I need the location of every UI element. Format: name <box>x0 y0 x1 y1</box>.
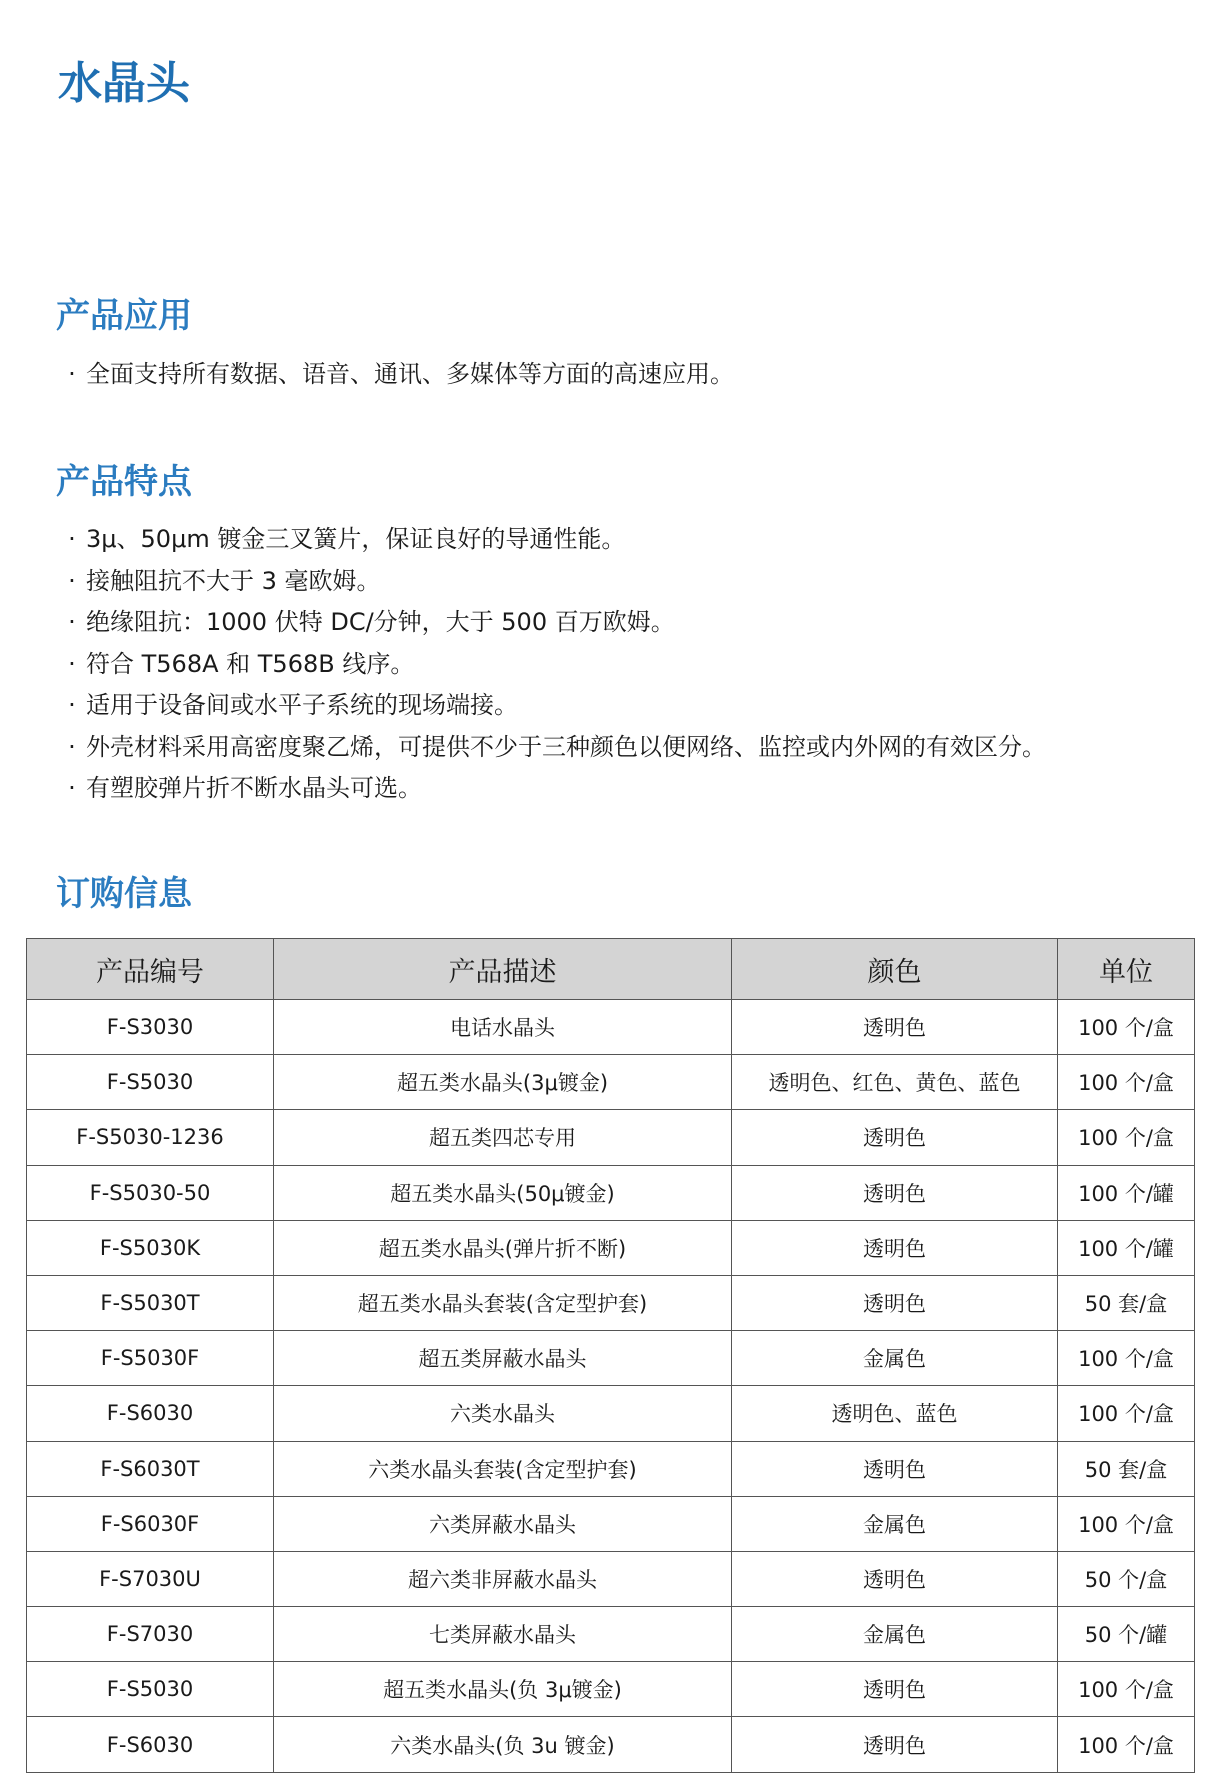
application-heading: 产品应用 <box>56 296 192 336</box>
table-row <box>27 1386 1195 1441</box>
cell-product-code: F-S6030T <box>27 1441 274 1496</box>
cell-unit: 100 个/盒 <box>1058 1000 1195 1055</box>
table-row <box>27 1607 1195 1662</box>
cell-color: 透明色、红色、黄色、蓝色 <box>732 1055 1058 1110</box>
bullet-dot: · <box>68 608 76 636</box>
column-header-description: 产品描述 <box>274 939 732 1000</box>
list-item-text: 全面支持所有数据、语音、通讯、多媒体等方面的高速应用。 <box>86 360 734 388</box>
cell-description: 七类屏蔽水晶头 <box>274 1607 732 1662</box>
cell-color: 金属色 <box>732 1331 1058 1386</box>
bullet-dot: · <box>68 691 76 719</box>
list-item-text: 外壳材料采用高密度聚乙烯，可提供不少于三种颜色以便网络、监控或内外网的有效区分。 <box>86 732 1046 761</box>
cell-description: 六类屏蔽水晶头 <box>274 1496 732 1551</box>
cell-description: 六类水晶头(负 3u 镀金) <box>274 1717 732 1772</box>
bullet-dot: · <box>68 360 76 388</box>
cell-unit: 50 套/盒 <box>1058 1275 1195 1330</box>
cell-description: 超五类屏蔽水晶头 <box>274 1331 732 1386</box>
cell-color: 透明色 <box>732 1275 1058 1330</box>
cell-product-code: F-S7030 <box>27 1607 274 1662</box>
table-row <box>27 1220 1195 1275</box>
features-list <box>58 519 1046 810</box>
cell-product-code: F-S6030 <box>27 1386 274 1441</box>
cell-product-code: F-S5030 <box>27 1055 274 1110</box>
cell-product-code: F-S6030 <box>27 1717 274 1772</box>
cell-description: 超五类水晶头(3μ镀金) <box>274 1055 732 1110</box>
table-row <box>27 1551 1195 1606</box>
cell-description: 超五类水晶头(弹片折不断) <box>274 1220 732 1275</box>
bullet-dot: · <box>68 525 76 553</box>
cell-description: 六类水晶头 <box>274 1386 732 1441</box>
table-row <box>27 1717 1195 1772</box>
cell-color: 金属色 <box>732 1607 1058 1662</box>
cell-description: 超五类水晶头(50μ镀金) <box>274 1165 732 1220</box>
table-row <box>27 1662 1195 1717</box>
list-item <box>58 602 1046 644</box>
list-item <box>58 561 1046 603</box>
table-row <box>27 1110 1195 1165</box>
bullet-dot: · <box>68 566 76 595</box>
cell-unit: 100 个/盒 <box>1058 1386 1195 1441</box>
cell-color: 透明色 <box>732 1551 1058 1606</box>
list-item <box>58 644 1046 686</box>
list-item-text: 有塑胶弹片折不断水晶头可选。 <box>86 774 422 802</box>
table-row <box>27 1165 1195 1220</box>
cell-unit: 100 个/盒 <box>1058 1662 1195 1717</box>
cell-unit: 100 个/盒 <box>1058 1331 1195 1386</box>
table-row <box>27 1496 1195 1551</box>
cell-color: 金属色 <box>732 1496 1058 1551</box>
cell-description: 超五类四芯专用 <box>274 1110 732 1165</box>
table-row <box>27 1000 1195 1055</box>
cell-description: 超五类水晶头套装(含定型护套) <box>274 1275 732 1330</box>
cell-product-code: F-S5030-1236 <box>27 1110 274 1165</box>
cell-product-code: F-S6030F <box>27 1496 274 1551</box>
cell-unit: 100 个/盒 <box>1058 1110 1195 1165</box>
table-header-row <box>27 939 1195 1000</box>
list-item <box>58 354 734 396</box>
cell-unit: 100 个/罐 <box>1058 1165 1195 1220</box>
cell-product-code: F-S3030 <box>27 1000 274 1055</box>
cell-product-code: F-S7030U <box>27 1551 274 1606</box>
cell-unit: 50 个/盒 <box>1058 1551 1195 1606</box>
list-item <box>58 519 1046 561</box>
cell-product-code: F-S5030K <box>27 1220 274 1275</box>
list-item-text: 3μ、50μm 镀金三叉簧片，保证良好的导通性能。 <box>86 525 626 553</box>
ordering-table <box>26 938 1195 1773</box>
cell-product-code: F-S5030 <box>27 1662 274 1717</box>
list-item <box>58 685 1046 727</box>
page-title: 水晶头 <box>58 58 190 109</box>
cell-unit: 50 个/罐 <box>1058 1607 1195 1662</box>
cell-product-code: F-S5030F <box>27 1331 274 1386</box>
table-body <box>27 1000 1195 1773</box>
cell-color: 透明色 <box>732 1662 1058 1717</box>
cell-color: 透明色 <box>732 1110 1058 1165</box>
cell-color: 透明色 <box>732 1000 1058 1055</box>
list-item-text: 接触阻抗不大于 3 毫欧姆。 <box>86 566 381 595</box>
list-item-text: 适用于设备间或水平子系统的现场端接。 <box>86 691 518 719</box>
column-header-unit: 单位 <box>1058 939 1195 1000</box>
cell-unit: 100 个/罐 <box>1058 1220 1195 1275</box>
cell-color: 透明色 <box>732 1165 1058 1220</box>
features-heading: 产品特点 <box>56 462 192 502</box>
cell-color: 透明色 <box>732 1717 1058 1772</box>
application-list <box>58 354 734 396</box>
bullet-dot: · <box>68 649 76 678</box>
column-header-code: 产品编号 <box>27 939 274 1000</box>
cell-product-code: F-S5030T <box>27 1275 274 1330</box>
list-item-text: 绝缘阻抗：1000 伏特 DC/分钟，大于 500 百万欧姆。 <box>86 608 675 636</box>
cell-color: 透明色、蓝色 <box>732 1386 1058 1441</box>
cell-unit: 50 套/盒 <box>1058 1441 1195 1496</box>
cell-product-code: F-S5030-50 <box>27 1165 274 1220</box>
cell-unit: 100 个/盒 <box>1058 1496 1195 1551</box>
cell-description: 超六类非屏蔽水晶头 <box>274 1551 732 1606</box>
list-item <box>58 768 1046 810</box>
cell-color: 透明色 <box>732 1441 1058 1496</box>
cell-description: 电话水晶头 <box>274 1000 732 1055</box>
list-item <box>58 727 1046 769</box>
cell-unit: 100 个/盒 <box>1058 1055 1195 1110</box>
cell-description: 超五类水晶头(负 3μ镀金) <box>274 1662 732 1717</box>
table-row <box>27 1275 1195 1330</box>
table-row <box>27 1055 1195 1110</box>
column-header-color: 颜色 <box>732 939 1058 1000</box>
table-row <box>27 1331 1195 1386</box>
cell-unit: 100 个/盒 <box>1058 1717 1195 1772</box>
bullet-dot: · <box>68 732 76 761</box>
cell-description: 六类水晶头套装(含定型护套) <box>274 1441 732 1496</box>
list-item-text: 符合 T568A 和 T568B 线序。 <box>86 649 415 678</box>
bullet-dot: · <box>68 774 76 802</box>
ordering-heading: 订购信息 <box>56 874 192 914</box>
table-row <box>27 1441 1195 1496</box>
cell-color: 透明色 <box>732 1220 1058 1275</box>
